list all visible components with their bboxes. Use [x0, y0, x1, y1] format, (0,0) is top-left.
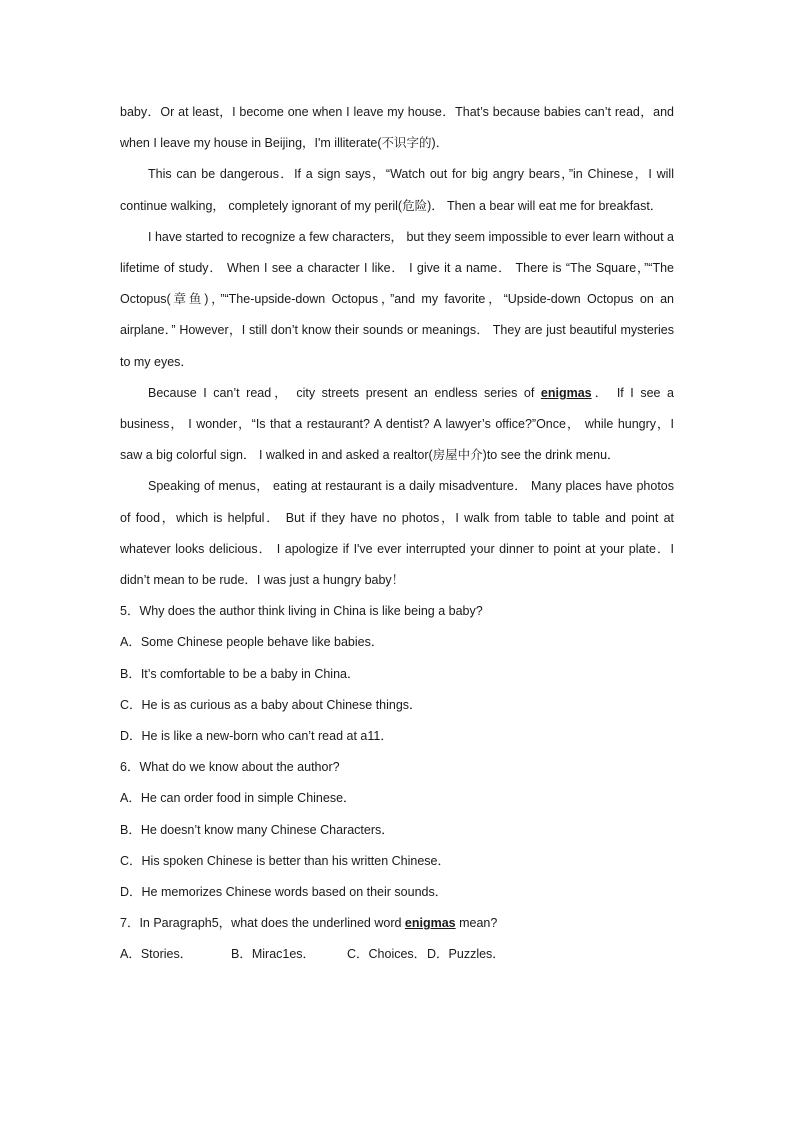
question-6-option-c: C．His spoken Chinese is better than his written Chinese．	[120, 853, 451, 868]
passage-paragraph-3: I have started to recognize a few characters， but they seem impossible to ever learn without a lifetime of study． When I see a character I like． I give it a name． There is “The Square，”“The Octopus(章鱼)，”“The-upside-down Octopus，”and my favorite，“Upside-down Octopus on an airplane．” However，I still don’t know their sounds or meanings． They are just beautiful mysteries to my eyes．	[120, 229, 674, 369]
question-6-option-d: D．He memorizes Chinese words based on their sounds．	[120, 885, 448, 900]
passage-paragraph-4	[120, 378, 674, 472]
question-5-option-c: C．He is as curious as a baby about Chinese things．	[120, 697, 422, 712]
question-7-option-c: C．Choices．	[347, 947, 427, 962]
paragraph-4-before: Because I can’t read， city streets present an endless series of	[148, 385, 541, 400]
question-5-option-a: A．Some Chinese people behave like babies．	[120, 635, 384, 650]
question-7	[120, 908, 674, 970]
question-7-underlined-word: enigmas	[404, 916, 456, 931]
question-6-option-a: A．He can order food in simple Chinese．	[120, 791, 356, 806]
question-7-option-a: A．Stories．	[120, 947, 193, 962]
question-7-option-d: D．Puzzles．	[427, 947, 505, 962]
question-7-stem-after: mean?	[455, 916, 498, 931]
question-7-stem	[120, 908, 674, 939]
paragraph-4-after: ． If I see a business， I wonder，“Is that a restaurant? A dentist? A lawyer’s office?”Once， while hungry，I saw a big colorful sign． I walked in and asked a realtor(房屋中介)to see the drink menu．	[120, 385, 674, 463]
passage-paragraph-2: This can be dangerous．If a sign says，“Watch out for big angry bears，”in Chinese，I will continue walking， completely ignorant of my peril(危险)． Then a bear will eat me for breakfast．	[120, 167, 674, 213]
question-6	[120, 752, 674, 908]
question-7-options	[120, 939, 674, 970]
question-6-stem: 6．What do we know about the author?	[120, 760, 340, 775]
passage-paragraph-5: Speaking of menus， eating at restaurant is a daily misadventure． Many places have photos of food，which is helpful． But if they have no photos，I walk from table to table and point at whatever looks delicious． I apologize if I've ever interrupted your dinner to point at your plate．I didn’t mean to be rude．I was just a hungry baby！	[120, 479, 674, 588]
question-7-stem-before: 7．In Paragraph5，what does the underlined word	[120, 916, 405, 931]
question-6-option-b: B．He doesn’t know many Chinese Characters．	[120, 822, 394, 837]
question-5-stem: 5．Why does the author think living in China is like being a baby?	[120, 604, 483, 619]
passage-paragraph-1: baby．Or at least，I become one when I leave my house．That’s because babies can’t read，and when I leave my house in Beijing，I'm illiterate(不识字的)．	[120, 105, 674, 151]
question-5-option-d: D．He is like a new-born who can’t read at a11．	[120, 729, 393, 744]
underlined-word-enigmas: enigmas	[540, 385, 592, 400]
question-5-option-b: B．It’s comfortable to be a baby in China．	[120, 666, 360, 681]
question-5	[120, 596, 674, 752]
question-7-option-b: B．Mirac1es．	[231, 947, 316, 962]
document-page	[120, 97, 674, 971]
